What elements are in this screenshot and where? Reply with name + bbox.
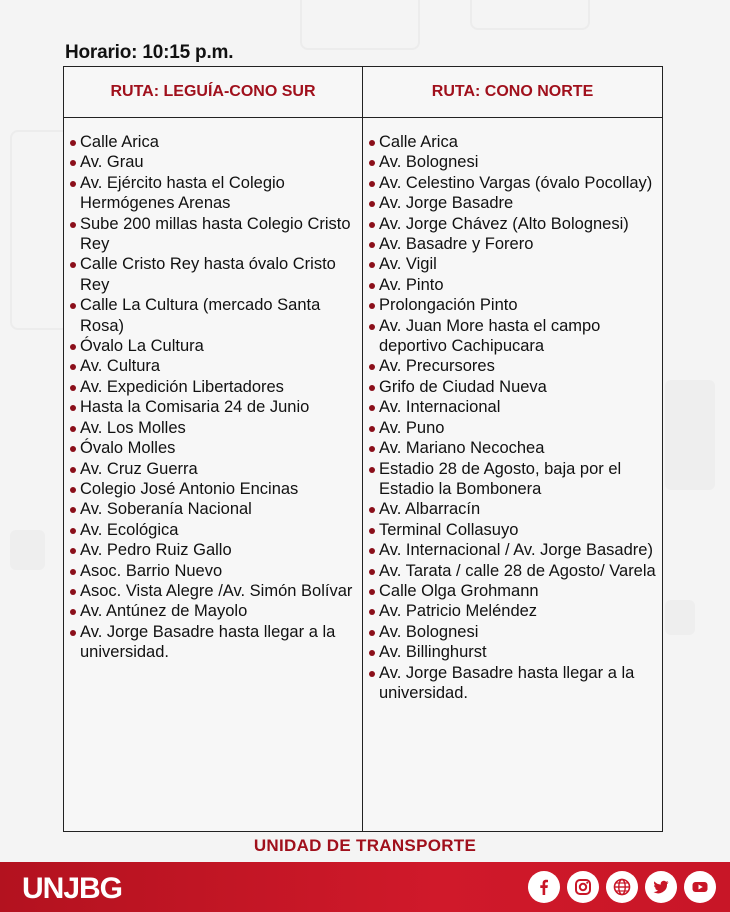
route-stop-label: Av. Soberanía Nacional — [80, 500, 252, 519]
route-stop-label: Grifo de Ciudad Nueva — [379, 377, 547, 396]
bullet-icon — [369, 467, 375, 473]
route-column-north — [363, 118, 662, 831]
bullet-icon — [70, 140, 76, 146]
background-square — [300, 0, 420, 50]
instagram-icon[interactable] — [567, 871, 599, 903]
route-stop-label: Av. Ejército hasta el Colegio Hermógenes Arenas — [80, 173, 285, 213]
route-stop-label: Av. Mariano Necochea — [379, 439, 545, 458]
bullet-icon — [369, 609, 375, 615]
route-stop — [369, 499, 656, 519]
route-stop-label: Av. Pedro Ruiz Gallo — [80, 541, 232, 560]
route-stop — [369, 663, 656, 704]
route-stop-label: Av. Celestino Vargas (óvalo Pocollay) — [379, 173, 653, 192]
route-stop-label: Asoc. Barrio Nuevo — [80, 561, 223, 580]
bullet-icon — [70, 160, 76, 166]
route-stop — [369, 601, 656, 621]
route-stop-label: Av. Jorge Basadre hasta llegar a la universidad. — [80, 622, 336, 662]
bullet-icon — [70, 344, 76, 350]
route-header-south: RUTA: LEGUÍA-CONO SUR — [64, 67, 363, 118]
bullet-icon — [70, 548, 76, 554]
bullet-icon — [70, 507, 76, 513]
bullet-icon — [369, 589, 375, 595]
bullet-icon — [369, 528, 375, 534]
bullet-icon — [369, 548, 375, 554]
route-column-south — [64, 118, 363, 831]
bullet-icon — [369, 364, 375, 370]
globe-icon[interactable] — [606, 871, 638, 903]
route-stop-label: Estadio 28 de Agosto, baja por el Estadio la Bombonera — [379, 459, 622, 498]
bullet-icon — [70, 405, 76, 411]
bullet-icon — [70, 528, 76, 534]
route-stop — [369, 214, 656, 234]
bullet-icon — [369, 303, 375, 309]
schedule-time: Horario: 10:15 p.m. — [65, 42, 234, 63]
bullet-icon — [70, 467, 76, 473]
bullet-icon — [369, 324, 375, 330]
bullet-icon — [70, 303, 76, 309]
route-stop-label: Hasta la Comisaria 24 de Junio — [80, 398, 310, 417]
route-stop-label: Av. Internacional — [379, 398, 501, 417]
route-stop-label: Calle Arica — [80, 133, 159, 151]
bullet-icon — [369, 405, 375, 411]
route-stop — [369, 622, 656, 642]
route-table — [63, 66, 663, 832]
bullet-icon — [369, 507, 375, 513]
background-square — [10, 130, 70, 330]
route-stop — [70, 377, 356, 397]
route-stop-label: Calle Arica — [379, 133, 458, 151]
footer-title: UNIDAD DE TRANSPORTE — [253, 836, 477, 855]
route-stop-label: Av. Precursores — [379, 357, 495, 376]
route-stop — [70, 132, 356, 152]
bullet-icon — [70, 569, 76, 575]
route-stop-label: Av. Bolognesi — [379, 153, 479, 172]
route-stop — [70, 336, 356, 356]
route-stop — [369, 295, 656, 315]
bullet-icon — [369, 222, 375, 228]
route-stop-label: Av. Grau — [80, 153, 144, 172]
social-links — [528, 871, 716, 903]
route-stop — [70, 561, 356, 581]
route-stop-label: Av. Vigil — [379, 255, 437, 274]
route-stop-label: Prolongación Pinto — [379, 296, 518, 315]
route-stop-label: Av. Ecológica — [80, 520, 179, 539]
route-stop — [70, 622, 356, 663]
route-stop — [369, 642, 656, 662]
background-square — [470, 0, 590, 30]
route-stop — [369, 356, 656, 376]
bullet-icon — [70, 630, 76, 636]
route-stop — [369, 397, 656, 417]
route-stop-label: Calle Cristo Rey hasta óvalo Cristo Rey — [80, 255, 336, 294]
route-stop-label: Av. Cultura — [80, 357, 161, 376]
route-stop-label: Av. Albarracín — [379, 500, 481, 519]
background-square — [665, 380, 715, 490]
bullet-icon — [369, 242, 375, 248]
bullet-icon — [369, 201, 375, 207]
route-stop — [369, 132, 656, 152]
bullet-icon — [70, 487, 76, 493]
bullet-icon — [70, 181, 76, 187]
route-stop-label: Av. Tarata / calle 28 de Agosto/ Varela — [379, 561, 656, 580]
route-stop — [369, 438, 656, 458]
stop-list — [369, 132, 656, 703]
route-stop-label: Óvalo La Cultura — [80, 337, 204, 356]
route-stop-label: Terminal Collasuyo — [379, 520, 519, 539]
route-stop — [369, 254, 656, 274]
route-stop-label: Av. Internacional / Av. Jorge Basadre) — [379, 541, 653, 560]
route-stop — [369, 561, 656, 581]
bullet-icon — [369, 385, 375, 391]
route-stop-label: Av. Patricio Meléndez — [379, 602, 538, 621]
brand-logo: UNJBG — [22, 872, 123, 905]
background-square — [665, 600, 695, 635]
route-stop-label: Av. Puno — [379, 418, 445, 437]
route-stop-label: Av. Los Molles — [80, 418, 186, 437]
route-stop — [369, 316, 656, 357]
route-stop — [70, 520, 356, 540]
background-square — [10, 530, 45, 570]
bullet-icon — [369, 569, 375, 575]
route-stop — [70, 214, 356, 255]
bullet-icon — [70, 364, 76, 370]
route-stop — [70, 499, 356, 519]
bullet-icon — [70, 426, 76, 432]
route-stop — [70, 540, 356, 560]
route-stop-label: Av. Bolognesi — [379, 622, 479, 641]
bullet-icon — [70, 385, 76, 391]
bullet-icon — [70, 589, 76, 595]
route-stop — [369, 540, 656, 560]
route-stop — [70, 438, 356, 458]
youtube-icon[interactable] — [684, 871, 716, 903]
route-stop — [70, 397, 356, 417]
route-stop — [70, 173, 356, 214]
route-stop-label: Av. Pinto — [379, 275, 444, 294]
route-stop-label: Óvalo Molles — [80, 439, 176, 458]
route-stop — [369, 152, 656, 172]
bullet-icon — [369, 671, 375, 677]
bullet-icon — [369, 650, 375, 656]
route-stop — [369, 275, 656, 295]
bullet-icon — [70, 262, 76, 268]
bullet-icon — [369, 262, 375, 268]
bottom-bar — [0, 862, 730, 912]
route-stop — [369, 459, 656, 500]
route-stop-label: Av. Antúnez de Mayolo — [80, 602, 248, 621]
route-stop — [70, 601, 356, 621]
route-stop-label: Av. Cruz Guerra — [80, 459, 198, 478]
bullet-icon — [369, 181, 375, 187]
bullet-icon — [70, 609, 76, 615]
route-stop — [70, 581, 356, 601]
route-stop-label: Av. Juan More hasta el campo deportivo Cachipucara — [379, 316, 601, 356]
route-stop-label: Calle Olga Grohmann — [379, 581, 539, 600]
route-stop-label: Asoc. Vista Alegre /Av. Simón Bolívar — [80, 581, 353, 600]
route-stop — [70, 254, 356, 295]
bullet-icon — [369, 160, 375, 166]
route-stop — [369, 173, 656, 193]
route-header-north: RUTA: CONO NORTE — [363, 67, 662, 118]
twitter-icon[interactable] — [645, 871, 677, 903]
bullet-icon — [369, 630, 375, 636]
route-stop-label: Av. Jorge Chávez (Alto Bolognesi) — [379, 214, 629, 233]
route-stop — [369, 377, 656, 397]
route-stop-label: Colegio José Antonio Encinas — [80, 479, 299, 498]
facebook-icon[interactable] — [528, 871, 560, 903]
route-stop — [369, 234, 656, 254]
route-stop — [70, 418, 356, 438]
stop-list — [70, 132, 356, 663]
route-stop-label: Calle La Cultura (mercado Santa Rosa) — [80, 296, 321, 335]
route-stop-label: Av. Expedición Libertadores — [80, 377, 284, 396]
route-stop — [369, 193, 656, 213]
route-stop — [70, 479, 356, 499]
route-stop — [70, 152, 356, 172]
route-stop-label: Sube 200 millas hasta Colegio Cristo Rey — [80, 214, 351, 254]
route-stop-label: Av. Basadre y Forero — [379, 235, 534, 254]
route-stop-label: Av. Billinghurst — [379, 643, 487, 662]
route-stop-label: Av. Jorge Basadre hasta llegar a la universidad. — [379, 663, 635, 702]
bullet-icon — [70, 446, 76, 452]
route-stop — [369, 520, 656, 540]
bullet-icon — [70, 222, 76, 228]
bullet-icon — [369, 283, 375, 289]
route-stop-label: Av. Jorge Basadre — [379, 194, 514, 213]
route-stop — [369, 418, 656, 438]
route-stop — [70, 356, 356, 376]
bullet-icon — [369, 140, 375, 146]
bullet-icon — [369, 446, 375, 452]
route-stop — [70, 295, 356, 336]
route-stop — [369, 581, 656, 601]
bullet-icon — [369, 426, 375, 432]
route-stop — [70, 459, 356, 479]
